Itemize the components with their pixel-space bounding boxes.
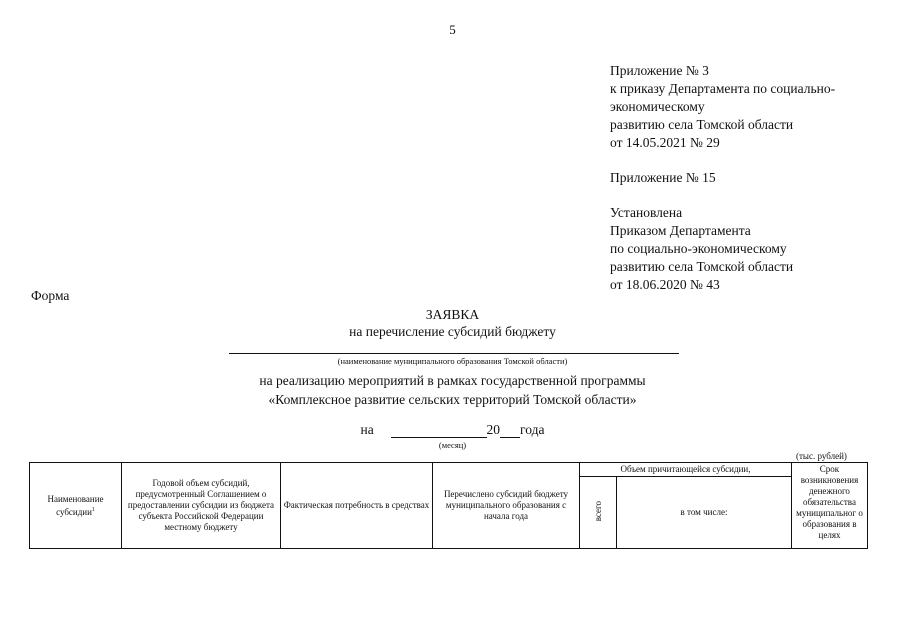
appendix-3-line: Приложение № 3 xyxy=(610,63,709,78)
header-due-including: в том числе: xyxy=(617,477,792,549)
year-blank xyxy=(500,423,520,438)
title-main: ЗАЯВКА xyxy=(425,307,480,322)
appendix-3-line: развитию села Томской области xyxy=(610,117,794,132)
approved-block xyxy=(610,204,835,294)
appendix-header xyxy=(610,62,835,294)
page-number: 5 xyxy=(449,22,456,37)
appendix-3-line: от 14.05.2021 № 29 xyxy=(610,135,720,150)
municipality-fill-line xyxy=(229,353,679,354)
appendix-15-block xyxy=(610,169,835,187)
appendix-15-line: Приложение № 15 xyxy=(610,170,716,185)
header-transferred: Перечислено субсидий бюджету муниципального образования с начала года xyxy=(433,463,580,549)
form-label: Форма xyxy=(31,288,70,303)
request-table xyxy=(29,462,868,549)
header-annual-volume: Годовой объем субсидий, предусмотренный Соглашением о предоставлении субсидии из бюджета субъекта Российской Федерации местному бюджету xyxy=(122,463,281,549)
period-year-prefix: 20 xyxy=(486,422,501,437)
month-blank xyxy=(391,423,487,438)
appendix-3-block xyxy=(610,62,835,152)
period-suffix: года xyxy=(520,422,545,437)
document-title xyxy=(0,306,905,340)
header-due-total: всего xyxy=(580,477,617,549)
approved-line: развитию села Томской области xyxy=(610,259,794,274)
month-caption: (месяц) xyxy=(438,440,467,450)
header-subsidy-name: Наименование субсидии$^1$ xyxy=(30,463,122,549)
approved-line: от 18.06.2020 № 43 xyxy=(610,277,720,292)
title-sub: на перечисление субсидий бюджету xyxy=(349,324,556,339)
header-obligation-deadline: Срок возникновения денежного обязательства муниципальног о образования в целях xyxy=(792,463,868,549)
program-line-1: на реализацию мероприятий в рамках государственной программы xyxy=(259,373,646,388)
appendix-3-line: экономическому xyxy=(610,99,705,114)
program-text xyxy=(0,371,905,409)
appendix-3-line: к приказу Департамента по социально- xyxy=(610,81,836,96)
program-line-2: «Комплексное развитие сельских территорий Томской области» xyxy=(268,392,637,407)
period-prefix: на xyxy=(360,422,374,437)
approved-line: Установлена xyxy=(610,205,683,220)
municipality-caption: (наименование муниципального образования Томской области) xyxy=(337,356,568,366)
approved-line: по социально-экономическому xyxy=(610,241,787,256)
approved-line: Приказом Департамента xyxy=(610,223,751,238)
header-due-volume: Объем причитающейся субсидии, xyxy=(580,463,792,477)
units-label: (тыс. рублей) xyxy=(796,451,847,461)
header-actual-need: Фактическая потребность в средствах xyxy=(281,463,433,549)
period-line xyxy=(0,422,905,438)
